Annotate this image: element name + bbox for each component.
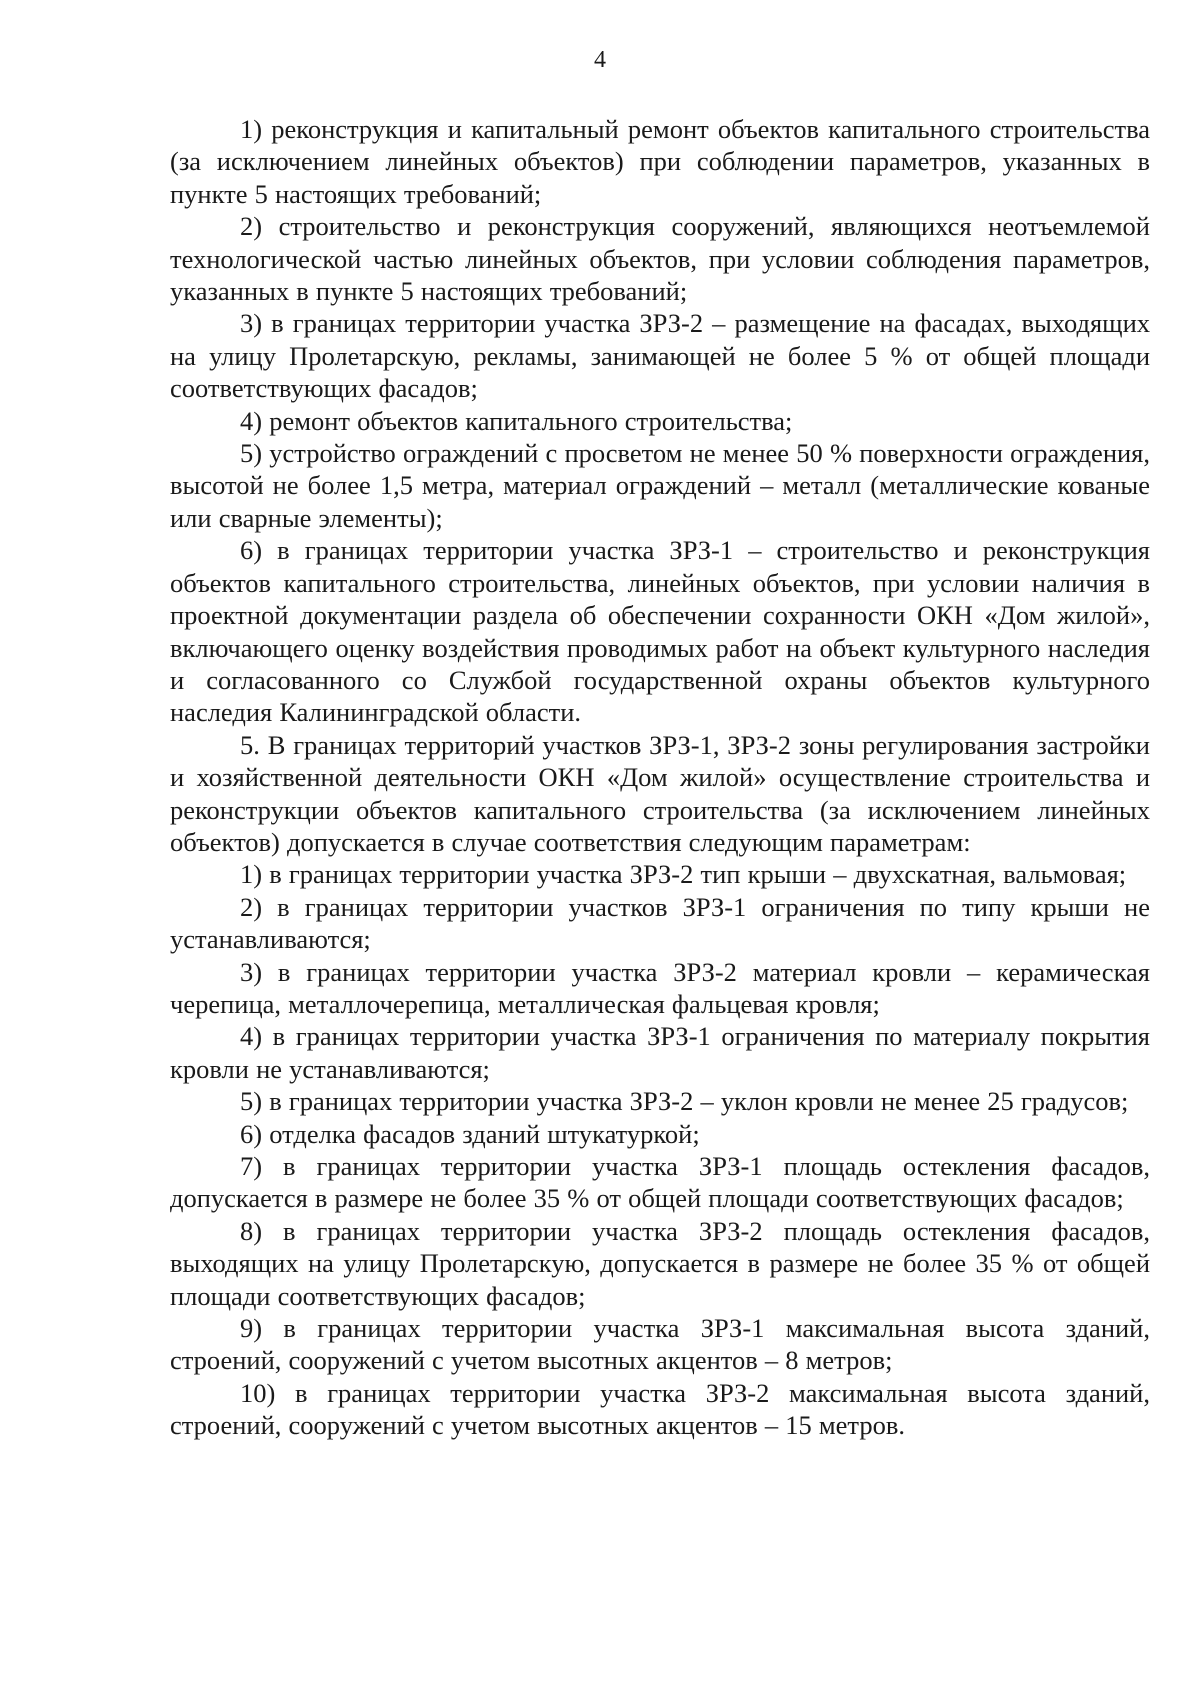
param-height-zrz1: 9) в границах территории участка ЗРЗ-1 максимальная высота зданий, строений, сооружений с учетом высотных акцентов – 8 метров; xyxy=(170,1313,1150,1376)
section-5-paragraph: 5. В границах территорий участков ЗРЗ-1, ЗРЗ-2 зоны регулирования застройки и хозяйственной деятельности ОКН «Дом жилой» осуществление строительства и реконструкции объектов капитального строительства (за исключением линейных объектов) допускается в случае соответствия следующим параметрам: xyxy=(170,729,1150,857)
param-roof-type-zrz1: 2) в границах территории участков ЗРЗ-1 ограничения по типу крыши не устанавливаются; xyxy=(170,891,1150,955)
param-roof-material-zrz1: 4) в границах территории участка ЗРЗ-1 ограничения по материалу покрытия кровли не устанавливаются; xyxy=(170,1021,1150,1084)
list-item-reconstruction: 1) реконструкция и капитальный ремонт объектов капитального строительства (за исключением линейных объектов) при соблюдении параметров, указанных в пункте 5 настоящих требований; xyxy=(170,114,1150,209)
param-glazing-zrz1: 7) в границах территории участка ЗРЗ-1 площадь остекления фасадов, допускается в размере не более 35 % от общей площади соответствующих фасадов; xyxy=(170,1151,1150,1214)
list-item-zrz1-construction: 6) в границах территории участка ЗРЗ-1 – строительство и реконструкция объектов капитального строительства, линейных объектов, при условии наличия в проектной документации раздела об обеспечении сохранности ОКН «Дом жилой», включающего оценку воздействия проводимых работ на объект культурного наследия и согласованного со Службой государственной охраны объектов культурного наследия Калининградской области. xyxy=(170,535,1150,728)
list-item-fences: 5) устройство ограждений с просветом не менее 50 % поверхности ограждения, высотой не более 1,5 метра, материал ограждений – металл (металлические кованые или сварные элементы); xyxy=(170,438,1150,533)
param-facade-finish: 6) отделка фасадов зданий штукатуркой; xyxy=(240,1118,700,1149)
param-glazing-zrz2: 8) в границах территории участка ЗРЗ-2 площадь остекления фасадов, выходящих на улицу Пролетарскую, допускается в размере не более 35 % от общей площади соответствующих фасадов; xyxy=(170,1215,1150,1311)
param-roof-slope: 5) в границах территории участка ЗРЗ-2 – уклон кровли не менее 25 градусов; xyxy=(240,1086,1129,1117)
page-number: 4 xyxy=(594,47,606,73)
param-roof-material: 3) в границах территории участка ЗРЗ-2 материал кровли – керамическая черепица, металлочерепица, металлическая фальцевая кровля; xyxy=(170,956,1150,1019)
list-item-construction-structures: 2) строительство и реконструкция сооружений, являющихся неотъемлемой технологической частью линейных объектов, при условии соблюдения параметров, указанных в пункте 5 настоящих требований; xyxy=(170,211,1150,307)
param-roof-type: 1) в границах территории участка ЗРЗ-2 тип крыши – двухскатная, вальмовая; xyxy=(240,859,1127,890)
param-height-zrz2: 10) в границах территории участка ЗРЗ-2 максимальная высота зданий, строений, сооружений с учетом высотных акцентов – 15 метров. xyxy=(170,1377,1150,1441)
list-item-repair: 4) ремонт объектов капитального строительства; xyxy=(240,405,793,436)
list-item-advertising: 3) в границах территории участка ЗРЗ-2 – размещение на фасадах, выходящих на улицу Пролетарскую, рекламы, занимающей не более 5 % от общей площади соответствующих фасадов; xyxy=(170,308,1150,404)
document-body xyxy=(170,113,1150,1442)
